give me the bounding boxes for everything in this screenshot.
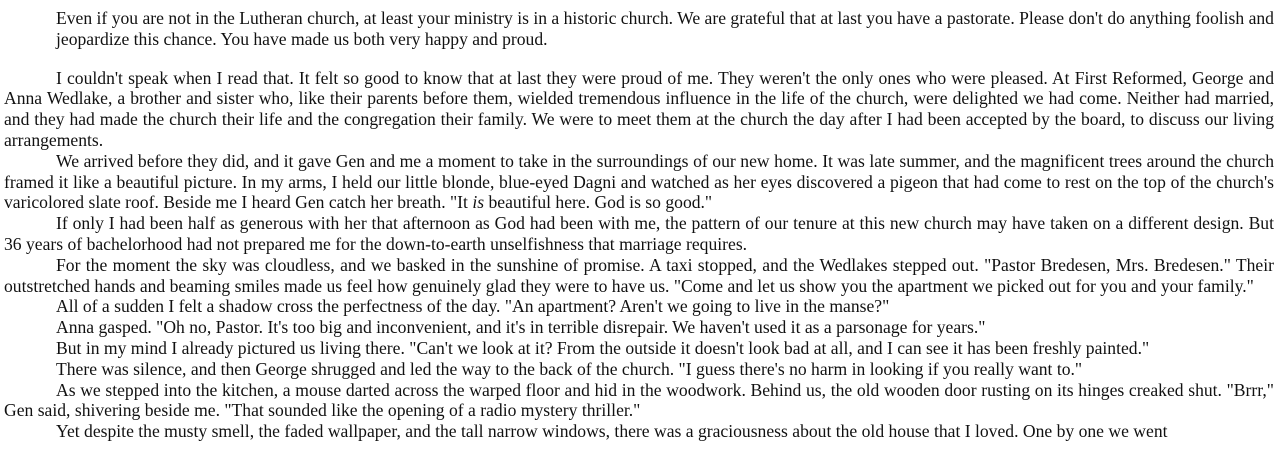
- paragraph-reflection: If only I had been half as generous with her that afternoon as God had been with me, the pattern of our tenure at this new church may have taken on a different design. But 36 years of bachelorhood had not prepared me for the down-to-earth unselfishness that marriage requires.: [4, 213, 1274, 254]
- paragraph-wedlakes: I couldn't speak when I read that. It felt so good to know that at last they were proud of me. They weren't the only ones who were pleased. At First Reformed, George and Anna Wedlake, a brother and sister who, like their parents before them, wielded tremendous influence in the life of the church, were delighted we had come. Neither had married, and they had made the church their life and the congregation their family. We were to meet them at the church the day after I had been accepted by the board, to discuss our living arrangements.: [4, 67, 1274, 150]
- paragraph-arrival-end: beautiful here. God is so good.": [484, 192, 713, 213]
- letter-quote: Even if you are not in the Lutheran church, at least your ministry is in a historic church. We are grateful that at last you have a pastorate. Please don't do anything foolish and jeopardize this chance. You have made us both very happy and proud.: [56, 8, 1274, 49]
- paragraph-shadow: All of a sudden I felt a shadow cross the perfectness of the day. "An apartment? Aren't we going to live in the manse?": [56, 296, 890, 317]
- paragraph-anna: Anna gasped. "Oh no, Pastor. It's too big and inconvenient, and it's in terrible disrepair. We haven't used it as a parsonage for years.": [56, 317, 986, 338]
- paragraph-manse: But in my mind I already pictured us living there. "Can't we look at it? From the outside it doesn't look bad at all, and I can see it has been freshly painted.": [56, 337, 1150, 358]
- paragraph-arrival: [4, 151, 1274, 213]
- paragraph-taxi: For the moment the sky was cloudless, and we basked in the sunshine of promise. A taxi stopped, and the Wedlakes stepped out. "Pastor Bredesen, Mrs. Bredesen." Their outstretched hands and beaming smiles made us feel how genuinely glad they were to have us. "Come and let us show you the apartment we picked out for you and your family.": [4, 254, 1274, 296]
- emphasis-word: is: [472, 192, 485, 213]
- paragraph-silence: There was silence, and then George shrugged and led the way to the back of the church. "I guess there's no harm in looking if you really want to.": [56, 358, 1083, 379]
- paragraph-kitchen: As we stepped into the kitchen, a mouse darted across the warped floor and hid in the woodwork. Behind us, the old wooden door rusting on its hinges creaked shut. "Brrr," Gen said, shivering beside me. "That sounded like the opening of a radio mystery thriller.": [4, 379, 1274, 421]
- paragraph-house: Yet despite the musty smell, the faded wallpaper, and the tall narrow windows, there was a graciousness about the old house that I loved. One by one we went: [56, 421, 1168, 442]
- narrative-body: [0, 68, 1274, 442]
- paragraph-arrival-text: We arrived before they did, and it gave Gen and me a moment to take in the surroundings of our new home. It was late summer, and the magnificent trees around the church framed it like a beautiful picture. In my arms, I held our little blonde, blue-eyed Dagni and watched as her eyes discovered a pigeon that had come to rest on the top of the church's varicolored slate roof. Beside me I heard Gen catch her breath. "It: [4, 150, 1274, 213]
